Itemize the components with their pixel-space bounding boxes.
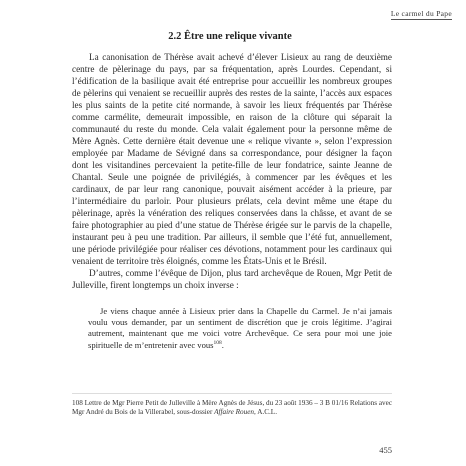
footnote-text: Lettre de Mgr Pierre Petit de Julleville à Mère Agnès de Jésus, du 23 août 1936 – 3 B 01/16 Relations avec Mgr André du Bois de la Villerabel, sous-dossier: [72, 399, 393, 416]
block-quote: [88, 306, 392, 351]
quote-text: Je viens chaque année à Lisieux prier dans la Chapelle du Carmel. Je n’ai jamais voulu vous demander, par un sentiment de discrétion que je crois légitime. J’agirai autrement, maintenant que me voici votre Archevêque. Ce sera pour moi une joie spirituelle de m’entretenir avec vous: [88, 306, 392, 350]
section-title: 2.2 Être une relique vivante: [168, 31, 292, 42]
footnote: [72, 399, 392, 417]
footnote-tail: , A.C.L.: [254, 408, 277, 416]
paragraph-2: D’autres, comme l’évêque de Dijon, plus tard archevêque de Rouen, Mgr Petit de Julleville, firent longtemps un choix inverse :: [72, 268, 392, 290]
paragraph-1: La canonisation de Thérèse avait achevé d’élever Lisieux au rang de deuxième centre de pèlerinage du pays, par sa fréquentation, après Lourdes. Cependant, si l’édification de la basilique avait été entreprise pour accueillir les nombreux groupes de pèlerins qui venaient se recueillir auprès des restes de la sainte, l’accès aux espaces les plus saints de la petite cité normande, à savoir les lieux fréquentés par Thérèse comme carmélite, demeurait impossible, en raison de la clôture qui séparait la communauté du reste du monde. Cela valait également pour la personne même de Mère Agnès. Cette dernière était devenue une « relique vivante », selon l’expression employée par Madame de Sévigné dans sa correspondance, pour désigner la façon dont les visitandines percevaient la petite-fille de leur fondatrice, sainte Jeanne de Chantal. Seule une poignée de privilégiés, à commencer par les évêques et les cardinaux, de par leur rang canonique, pouvait aisément accéder à la prieure, par l’intermédiaire du parloir. Pour plusieurs prélats, cela devint même une étape du pèlerinage, après la vénération des reliques conservées dans la châsse, et avant de se faire photographier au pied d’une statue de Thérèse érigée sur le parvis de la chapelle, instaurant peu à peu une tradition. Par ailleurs, il semble que l’été fut, annuellement, une période privilégiée pour réaliser ces dévotions, notamment pour les cardinaux qui venaient de territoire très éloignés, comme les États-Unis et le Brésil.: [72, 52, 392, 266]
quote-paragraph: Je viens chaque année à Lisieux prier dans la Chapelle du Carmel. Je n’ai jamais voulu vous demander, par un sentiment de discrétion que je crois légitime. J’agirai autrement, maintenant que me voici votre Archevêque. Ce sera pour moi une joie spirituelle de m’entretenir avec vous$^{108}$.: [88, 306, 392, 350]
page-number: 455: [379, 445, 392, 455]
footnote-reference[interactable]: 108: [213, 339, 222, 346]
footnote-divider: [72, 393, 392, 394]
running-head: Le carmel du Pape: [390, 9, 452, 18]
footnote-italic-title: Affaire Rouen: [214, 408, 255, 416]
body-text: [72, 51, 392, 291]
footnote-number: 108: [72, 399, 83, 407]
